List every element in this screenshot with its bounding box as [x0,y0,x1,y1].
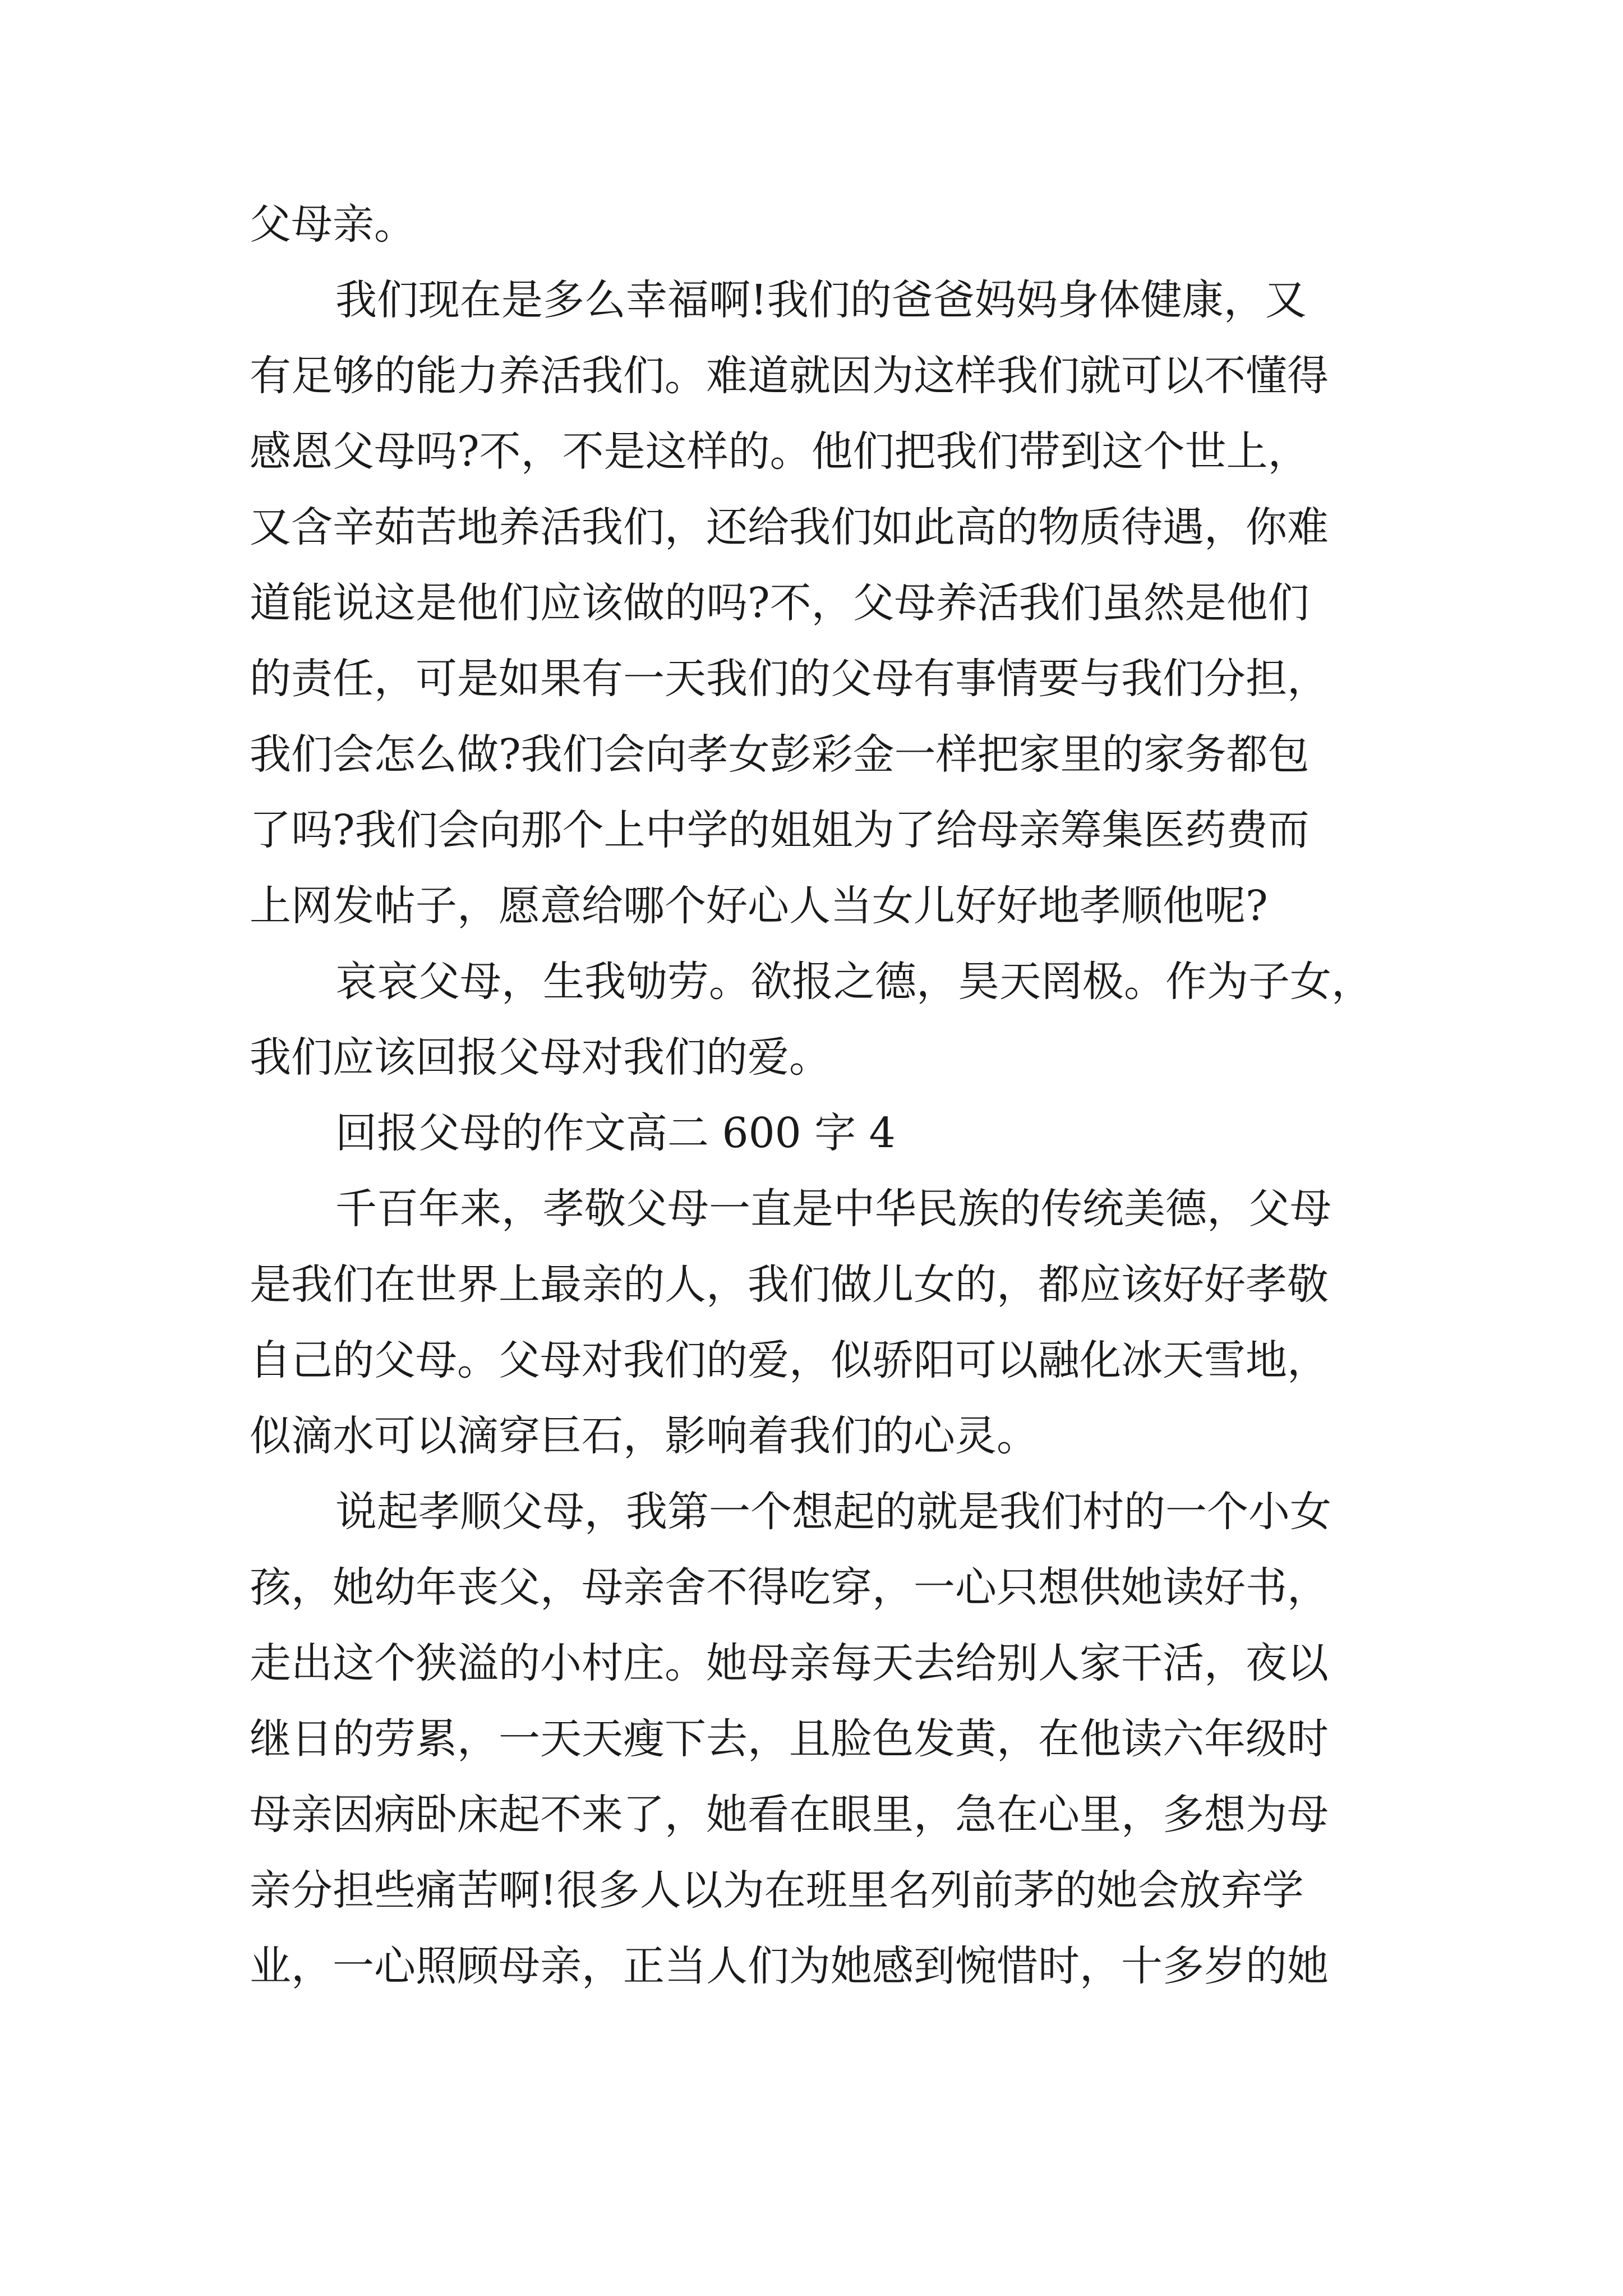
text-line: 走出这个狭溢的小村庄。她母亲每天去给别人家干活，夜以 [250,1639,1329,1687]
text-line: 自己的父母。父母对我们的爱，似骄阳可以融化冰天雪地， [250,1336,1329,1384]
text-line: 有足够的能力养活我们。难道就因为这样我们就可以不懂得 [250,352,1329,400]
text-line: 说起孝顺父母，我第一个想起的就是我们村的一个小女 [335,1488,1331,1536]
text-line: 似滴水可以滴穿巨石，影响着我们的心灵。 [250,1412,1038,1460]
text-line: 我们现在是多么幸福啊!我们的爸爸妈妈身体健康，又 [335,276,1307,324]
text-line: 我们应该回报父母对我们的爱。 [250,1033,831,1082]
text-line: 了吗?我们会向那个上中学的姐姐为了给母亲筹集医药费而 [250,806,1310,854]
text-line: 继日的劳累，一天天瘦下去，且脸色发黄，在他读六年级时 [250,1715,1329,1763]
text-line: 哀哀父母，生我劬劳。欲报之德，昊天罔极。作为子女， [335,958,1373,1006]
text-line: 的责任，可是如果有一天我们的父母有事情要与我们分担， [250,655,1329,703]
text-line: 又含辛茹苦地养活我们，还给我们如此高的物质待遇，你难 [250,503,1329,551]
text-line: 感恩父母吗?不，不是这样的。他们把我们带到这个世上， [250,427,1310,476]
text-line: 孩，她幼年丧父，母亲舍不得吃穿，一心只想供她读好书， [250,1563,1329,1612]
text-line: 父母亲。 [250,200,416,249]
text-line: 母亲因病卧床起不来了，她看在眼里，急在心里，多想为母 [250,1791,1329,1839]
text-line: 是我们在世界上最亲的人，我们做儿女的，都应该好好孝敬 [250,1260,1329,1309]
text-line: 我们会怎么做?我们会向孝女彭彩金一样把家里的家务都包 [250,730,1310,779]
text-line: 业，一心照顾母亲，正当人们为她感到惋惜时，十多岁的她 [250,1942,1329,1990]
text-line: 道能说这是他们应该做的吗?不，父母养活我们虽然是他们 [250,579,1310,627]
text-line: 千百年来，孝敬父母一直是中华民族的传统美德，父母 [335,1185,1331,1233]
text-line: 亲分担些痛苦啊!很多人以为在班里名列前茅的她会放弃学 [250,1866,1304,1915]
text-line: 上网发帖子，愿意给哪个好心人当女儿好好地孝顺他呢? [250,882,1268,930]
section-heading: 回报父母的作文高二 600 字 4 [335,1109,896,1157]
